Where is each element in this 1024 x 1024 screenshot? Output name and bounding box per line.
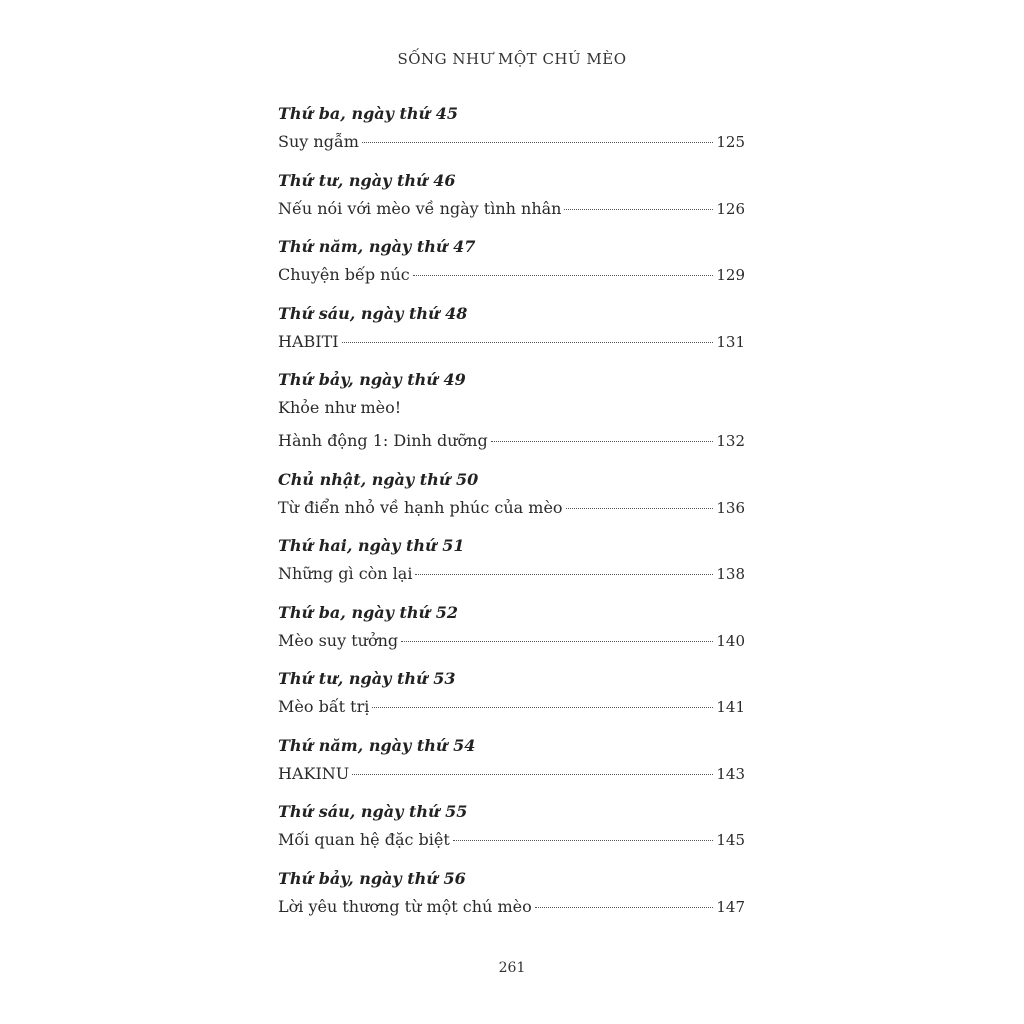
toc-entry-title: Hành động 1: Dinh dưỡng (278, 431, 488, 450)
dot-leader (491, 441, 714, 442)
toc-entry (278, 532, 745, 588)
toc-page-number: 138 (716, 565, 745, 583)
dot-leader (415, 574, 713, 575)
dot-leader (352, 774, 713, 775)
toc-day-heading: Thứ ba, ngày thứ 52 (278, 602, 458, 622)
page-number: 261 (498, 960, 526, 976)
dot-leader (362, 142, 713, 143)
toc-line (278, 128, 745, 156)
toc-entry-title: Mèo suy tưởng (278, 630, 399, 650)
toc-line (278, 494, 745, 522)
toc-entry-title: Nếu nói với mèo về ngày tình nhân (278, 198, 562, 218)
toc-day-heading: Thứ bảy, ngày thứ 49 (278, 370, 466, 389)
toc-entry-title: HABITI (278, 331, 339, 351)
toc-page-number: 140 (716, 631, 745, 650)
toc-day-heading: Thứ năm, ngày thứ 47 (278, 237, 476, 256)
toc-entry (278, 233, 745, 289)
toc-entry (278, 732, 745, 788)
toc-entry (278, 366, 745, 455)
toc-day-heading: Thứ bảy, ngày thứ 56 (278, 868, 466, 888)
toc-day-heading: Thứ tư, ngày thứ 53 (278, 669, 456, 688)
toc-page-number: 131 (716, 332, 745, 351)
toc-entry (278, 865, 745, 921)
dot-leader (453, 840, 714, 841)
toc-entry (278, 599, 745, 655)
toc-page-number: 126 (716, 199, 745, 218)
toc-line (278, 693, 745, 721)
dot-leader (413, 275, 714, 276)
toc-entry-title: Lời yêu thương từ một chú mèo (278, 896, 532, 916)
toc-day-heading: Thứ tư, ngày thứ 46 (278, 170, 456, 190)
running-header: SỐNG NHƯ MỘT CHÚ MÈO (397, 50, 627, 68)
toc-entry (278, 466, 745, 522)
toc-page-number: 147 (716, 897, 745, 916)
toc-line (278, 195, 745, 223)
toc-line (278, 427, 745, 455)
toc-line (278, 261, 745, 289)
toc-page-number: 125 (716, 133, 745, 151)
dot-leader (566, 508, 714, 509)
toc-page-number: 145 (716, 831, 745, 849)
dot-leader (535, 907, 714, 908)
toc-entry-title: Mèo bất trị (278, 697, 370, 716)
toc-entry-title: Suy ngẫm (278, 132, 359, 151)
toc-line (278, 560, 745, 588)
toc-entry-title: Chuyện bếp núc (278, 265, 410, 284)
toc-line (278, 328, 745, 356)
toc-page-number: 141 (716, 698, 745, 716)
toc-entry-title: Từ điển nhỏ về hạnh phúc của mèo (278, 497, 563, 517)
dot-leader (372, 707, 713, 708)
dot-leader (342, 342, 714, 343)
toc-subtitle: Khỏe như mèo! (278, 398, 402, 417)
toc-entry-title: HAKINU (278, 763, 350, 783)
toc-page-number: 129 (716, 266, 745, 284)
toc-day-heading: Thứ sáu, ngày thứ 55 (278, 802, 468, 821)
dot-leader (564, 209, 713, 210)
table-of-contents (278, 100, 745, 921)
toc-entry (278, 300, 745, 356)
toc-entry (278, 798, 745, 854)
toc-line (278, 760, 745, 788)
toc-day-heading: Thứ sáu, ngày thứ 48 (278, 303, 468, 323)
dot-leader (401, 641, 713, 642)
toc-entry-title: Những gì còn lại (278, 564, 413, 583)
toc-entry (278, 167, 745, 223)
toc-page-number: 143 (716, 764, 745, 783)
toc-entry (278, 100, 745, 156)
toc-day-heading: Thứ hai, ngày thứ 51 (278, 536, 465, 555)
toc-day-heading: Chủ nhật, ngày thứ 50 (278, 469, 479, 489)
toc-page-number: 136 (716, 498, 745, 517)
toc-page-number: 132 (716, 432, 745, 450)
toc-line (278, 826, 745, 854)
toc-entry (278, 665, 745, 721)
toc-line (278, 627, 745, 655)
toc-entry-title: Mối quan hệ đặc biệt (278, 830, 450, 849)
toc-day-heading: Thứ ba, ngày thứ 45 (278, 104, 458, 123)
toc-day-heading: Thứ năm, ngày thứ 54 (278, 735, 476, 755)
toc-line (278, 893, 745, 921)
